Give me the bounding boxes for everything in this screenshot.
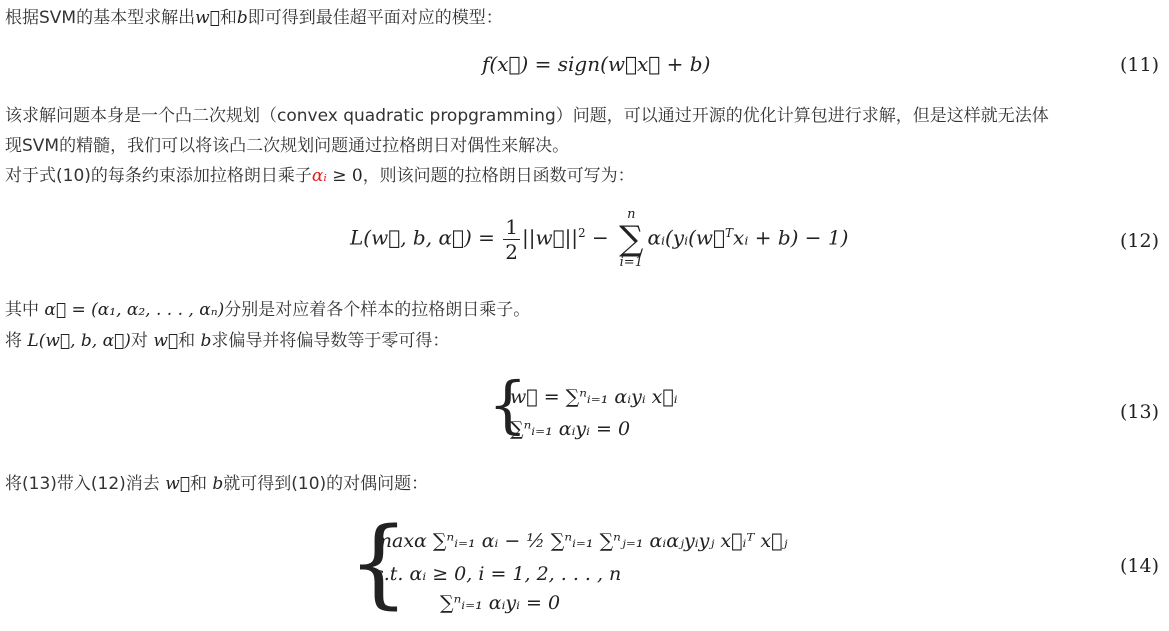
equation-11-body: f(x⃗) = sign(w⃗x⃗ + b) — [482, 52, 711, 76]
math-geq-zero: ≥ 0 — [326, 166, 363, 186]
minus-sign: − — [585, 225, 616, 250]
equation-11 — [482, 52, 710, 76]
paragraph-lagrange-intro — [5, 162, 635, 190]
summation-lower: i=1 — [619, 255, 643, 270]
fraction-denominator: 2 — [505, 239, 518, 264]
equation-14-line2: s.t. αᵢ ≥ 0, i = 1, 2, . . . , n — [374, 563, 622, 585]
equation-12-number: (12) — [1119, 230, 1159, 252]
equation-14-line1: maxα ∑ⁿᵢ₌₁ αᵢ − ½ ∑ⁿᵢ₌₁ ∑ⁿⱼ₌₁ αᵢαⱼyᵢyⱼ x⃗ᵢᵀ x⃗ⱼ — [374, 530, 788, 552]
equation-12-lhs: L(w⃗, b, α⃗) = — [350, 225, 495, 250]
text: 和 — [219, 8, 237, 28]
summation — [619, 208, 643, 270]
text: 将(13)带入(12)消去 — [5, 474, 166, 494]
text: 求偏导并将偏导数等于零可得： — [211, 331, 450, 351]
text: 将 — [5, 331, 28, 351]
math-w: w⃗ — [165, 474, 190, 494]
text: 其中 — [5, 300, 45, 320]
text: 和 — [189, 474, 213, 494]
paragraph-convex-line1: 该求解问题本身是一个凸二次规划（convex quadratic propgramming）问题，可以通过开源的优化计算包进行求解，但是这样就无法体 — [5, 106, 1049, 126]
equation-12-body: αᵢ(yᵢ(w⃗ — [647, 225, 726, 250]
equation-13-line1: w⃗ = ∑ⁿᵢ₌₁ αᵢyᵢ x⃗ᵢ — [510, 386, 678, 408]
equation-11-number: (11) — [1119, 54, 1159, 76]
math-lagrangian: L(w⃗, b, α⃗) — [27, 331, 131, 351]
exponent-2: 2 — [578, 225, 586, 240]
paragraph-convex-line2: 现SVM的精髓，我们可以将该凸二次规划问题通过拉格朗日对偶性来解决。 — [5, 136, 570, 156]
paragraph-dual-problem — [5, 470, 428, 498]
equation-13-number: (13) — [1119, 401, 1159, 423]
math-b: b — [236, 8, 248, 28]
paragraph-model-intro — [5, 4, 503, 32]
text: ，则该问题的拉格朗日函数可写为： — [362, 166, 635, 186]
text: 根据SVM的基本型求解出 — [5, 8, 196, 28]
math-b: b — [212, 474, 224, 494]
text: 和 — [178, 331, 201, 351]
summation-sigma-icon: ∑ — [619, 219, 644, 259]
fraction-half — [503, 215, 520, 264]
text: 分别是对应着各个样本的拉格朗日乘子。 — [224, 300, 531, 320]
paragraph-alpha-definition — [5, 296, 530, 324]
fraction-numerator: 1 — [505, 214, 518, 239]
text: 即可得到最佳超平面对应的模型： — [247, 8, 503, 28]
equation-12 — [350, 208, 848, 270]
equation-14-line3: ∑ⁿᵢ₌₁ αᵢyᵢ = 0 — [440, 592, 561, 614]
equation-13-line2: ∑ⁿᵢ₌₁ αᵢyᵢ = 0 — [510, 418, 631, 440]
transpose: T — [725, 225, 734, 240]
math-alpha-vector: α⃗ = (α₁, α₂, . . . , αₙ) — [44, 300, 225, 320]
norm-w: ||w⃗|| — [521, 225, 579, 250]
math-w: w⃗ — [153, 331, 179, 351]
math-b: b — [200, 331, 212, 351]
equation-14-number: (14) — [1119, 555, 1159, 577]
left-brace-icon: { — [348, 507, 410, 619]
text: 对 — [130, 331, 154, 351]
math-alpha-i: αᵢ — [311, 166, 327, 186]
math-w: w⃗ — [195, 8, 220, 28]
summation-upper: n — [627, 207, 636, 222]
left-brace-icon: { — [488, 368, 528, 441]
paragraph-partial-derivative — [5, 327, 449, 355]
text: 对于式(10)的每条约束添加拉格朗日乘子 — [5, 166, 312, 186]
equation-12-body2: xᵢ + b) − 1) — [733, 225, 849, 250]
text: 就可得到(10)的对偶问题： — [223, 474, 429, 494]
